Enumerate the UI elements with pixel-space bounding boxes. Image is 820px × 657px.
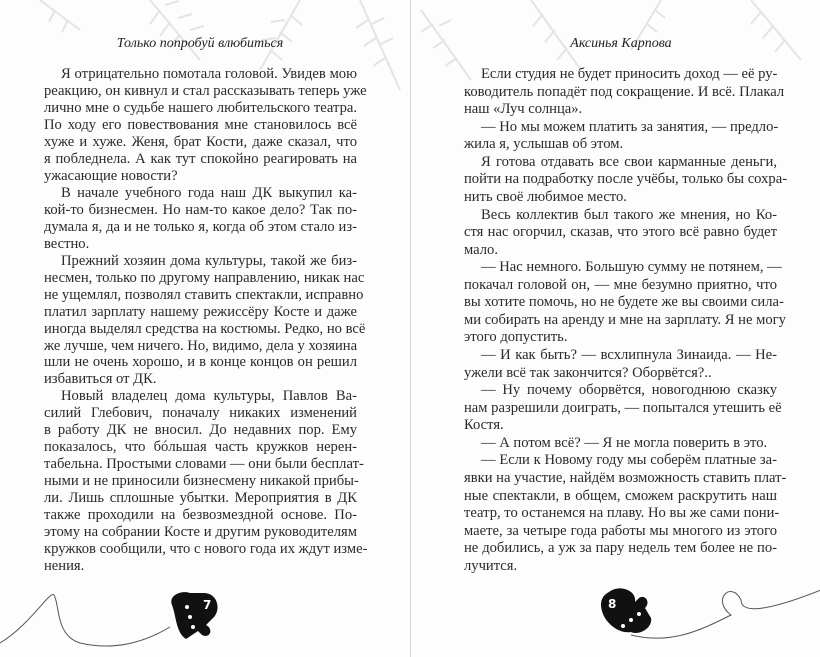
text-line: также проходили на безвозмездной основе. По- <box>44 507 357 524</box>
text-line: нить своё любимое место. <box>464 188 627 205</box>
text-line: лично мне о судьбе нашего любительского театра. <box>44 99 357 116</box>
text-line: ные спектакли, в общем, сможем раскрутить наш <box>464 487 777 504</box>
text-line: силий Глебович, поначалу никаких изменений <box>44 405 357 422</box>
text-line: покачал головой он, — мне безумно приятно, что <box>464 276 777 293</box>
page-number: 8 <box>608 597 617 611</box>
body-text <box>464 66 788 575</box>
text-line: Весь коллектив был такого же мнения, но Ко- <box>481 206 777 223</box>
text-line: реакцию, он кивнул и стал рассказывать теперь уже <box>44 82 367 99</box>
text-line: Если студия не будет приносить доход — её ру- <box>481 66 778 82</box>
text-line: жила я, услышав об этом. <box>464 136 624 153</box>
text-line: театр, то останемся на плаву. Но вы же сами пони- <box>464 505 780 522</box>
text-line: явки на участие, найдём возможность ставить плат- <box>464 469 787 486</box>
mitten-string-ornament <box>0 575 240 650</box>
text-line: — Но мы можем платить за занятия, — предло- <box>481 118 779 135</box>
text-line: вы хотите помочь, но не будете же вы своими сила- <box>464 294 784 311</box>
right-page <box>410 0 820 657</box>
text-line: показалось, что бóльшая часть кружков нерен- <box>44 439 357 456</box>
text-line: — Нас немного. Большую сумму не потянем, — <box>481 259 782 276</box>
text-line: стя нас огорчил, сказав, что этого всё равно будет <box>464 224 777 241</box>
text-line: По ходу его повествования мне становилось всё <box>44 116 357 133</box>
text-line: ужасающие новости? <box>44 167 178 184</box>
text-line: В начале учебного года наш ДК выкупил ка- <box>61 184 357 201</box>
text-line: кой-то бизнесмен. Но нам-то какое дело? Так по- <box>44 201 357 218</box>
text-line: не добились, а уж за пару недель тем более не по- <box>464 540 777 557</box>
text-line: Я готова отдавать все свои карманные деньги, <box>481 153 777 170</box>
text-line: нения. <box>44 558 85 575</box>
text-line: ли. Лишь сплошные убытки. Мероприятия в ДК <box>44 490 357 507</box>
text-line: ководитель попадёт под сокращение. И всё. Плакал <box>464 83 785 100</box>
text-line: наш «Луч солнца». <box>464 101 583 118</box>
text-line: — А потом всё? — Я не могла поверить в это. <box>481 434 768 451</box>
body-text <box>44 66 368 575</box>
mitten-string-ornament <box>591 580 820 655</box>
text-line: Костя. <box>464 417 504 434</box>
text-line: же лучше, чем ничего. Но, видимо, дела у хозяина <box>44 337 358 354</box>
running-head-book-title: Только попробуй влюбиться <box>116 36 284 51</box>
text-line: в работу ДК не вносил. До недавних пор. Ему <box>44 422 357 439</box>
text-line: не ущемлял, позволял ставить спектакли, исправно <box>44 286 364 303</box>
text-line: думала я, да и не только я, когда об этом стало из- <box>44 218 357 235</box>
text-line: Я отрицательно помотала головой. Увидев мою <box>61 66 357 82</box>
text-line: шли не очень хорошо, и в конце концов он решил <box>44 354 357 371</box>
text-line: кружков сообщили, что с нового года их ждут изме- <box>44 541 368 558</box>
text-line: платил зарплату нашему режиссёру Косте и даже <box>44 303 357 320</box>
text-line: иногда выделял средства на костюмы. Редко, но всё <box>44 320 366 337</box>
text-line: вестно. <box>44 235 90 252</box>
text-line: лучится. <box>464 557 518 574</box>
page-number: 7 <box>203 598 212 612</box>
text-line: Новый владелец дома культуры, Павлов Ва- <box>61 388 357 405</box>
text-line: табельна. Простыми словами — они были бесплат- <box>44 456 364 473</box>
text-line: — И как быть? — всхлипнула Зинаида. — Не- <box>481 347 777 363</box>
text-line: — Если к Новому году мы соберём платные за- <box>481 452 777 469</box>
text-line: хуже и хуже. Женя, брат Кости, даже сказал, что <box>44 133 357 150</box>
text-line: ми собирать на аренду и мне на зарплату. Я не могу <box>464 311 786 328</box>
text-line: пойти на подработку после учёбы, только бы сохра- <box>464 171 788 188</box>
text-line: маете, за четыре года работы мы многого из этого <box>464 522 777 539</box>
text-line: мало. <box>464 241 498 258</box>
text-line: этого допустить. <box>464 329 568 346</box>
text-line: ными и не приносили бизнесмену никакой прибы- <box>44 473 359 490</box>
text-line: этому на собрании Косте и другим руководителям <box>44 524 357 541</box>
text-line: избавиться от ДК. <box>44 371 157 388</box>
text-line: — Ну почему оборвётся, новогоднюю сказку <box>481 382 777 399</box>
running-head-author: Аксинья Карпова <box>570 36 672 51</box>
text-line: ужели всё так закончится? Оборвётся?.. <box>464 364 712 381</box>
text-line: я побледнела. А как тут спокойно реагировать на <box>44 150 357 167</box>
text-line: Прежний хозяин дома культуры, такой же биз- <box>61 252 357 269</box>
text-line: несмен, только по другому направлению, никак нас <box>44 269 365 286</box>
text-line: нам разрешили доиграть, — попытался утешить её <box>464 399 782 416</box>
